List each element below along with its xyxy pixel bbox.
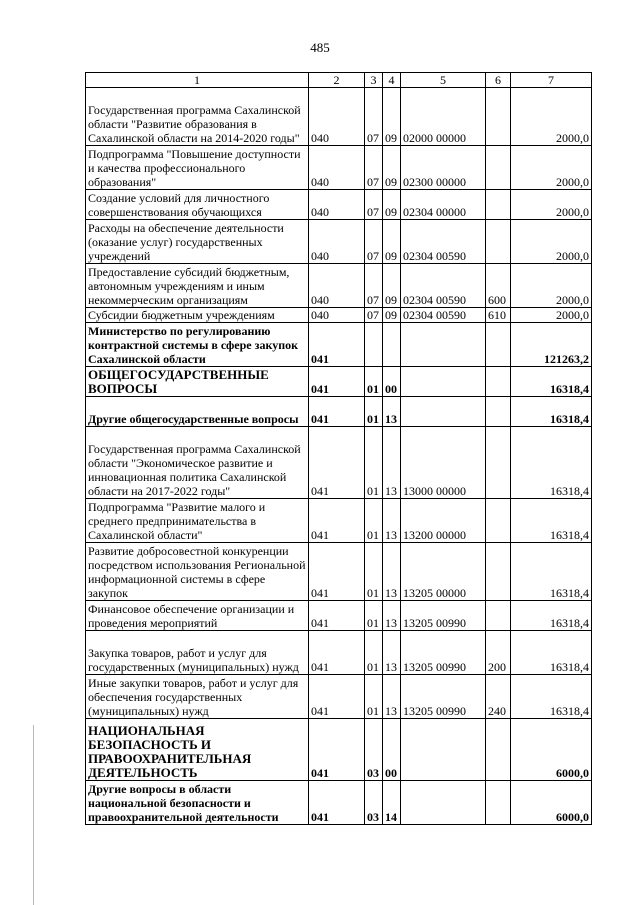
budget-table [85, 72, 592, 825]
row-target-code [401, 323, 486, 367]
row-name: Субсидии бюджетным учреждениям [86, 308, 309, 323]
row-target-code: 02304 00590 [401, 264, 486, 308]
row-expense-type [486, 220, 511, 264]
row-section-code: 01 [365, 427, 383, 499]
table-row [86, 146, 592, 190]
row-subsection-code: 00 [383, 367, 401, 397]
row-subsection-code [383, 323, 401, 367]
row-expense-type [486, 719, 511, 781]
row-section-code: 07 [365, 220, 383, 264]
row-section-code: 03 [365, 719, 383, 781]
row-ministry-code: 041 [309, 397, 365, 427]
row-section-code: 01 [365, 601, 383, 631]
row-amount: 2000,0 [511, 88, 592, 146]
table-row [86, 367, 592, 397]
header-cell: 3 [365, 73, 383, 88]
row-name: Расходы на обеспечение деятельности (оказание услуг) государственных учреждений [86, 220, 309, 264]
table-row [86, 220, 592, 264]
row-amount: 16318,4 [511, 397, 592, 427]
row-amount: 121263,2 [511, 323, 592, 367]
table-row [86, 543, 592, 601]
row-subsection-code: 14 [383, 781, 401, 825]
row-subsection-code: 09 [383, 190, 401, 220]
row-subsection-code: 09 [383, 308, 401, 323]
row-target-code: 13000 00000 [401, 427, 486, 499]
row-name: Иные закупки товаров, работ и услуг для обеспечения государственных (муниципальных) нужд [86, 675, 309, 719]
row-target-code [401, 719, 486, 781]
row-expense-type [486, 601, 511, 631]
row-ministry-code: 041 [309, 601, 365, 631]
row-subsection-code: 00 [383, 719, 401, 781]
row-subsection-code: 13 [383, 601, 401, 631]
row-ministry-code: 040 [309, 190, 365, 220]
row-expense-type: 240 [486, 675, 511, 719]
row-amount: 6000,0 [511, 781, 592, 825]
row-target-code: 13205 00990 [401, 675, 486, 719]
header-cell: 1 [86, 73, 309, 88]
row-section-code: 07 [365, 264, 383, 308]
header-cell: 2 [309, 73, 365, 88]
row-expense-type [486, 397, 511, 427]
table-row [86, 397, 592, 427]
row-amount: 16318,4 [511, 601, 592, 631]
row-ministry-code: 041 [309, 499, 365, 543]
table-row [86, 719, 592, 781]
table-row [86, 781, 592, 825]
table-row [86, 427, 592, 499]
row-amount: 2000,0 [511, 220, 592, 264]
row-target-code: 13205 00000 [401, 543, 486, 601]
row-expense-type [486, 499, 511, 543]
row-amount: 16318,4 [511, 675, 592, 719]
header-cell: 4 [383, 73, 401, 88]
table-row [86, 675, 592, 719]
row-subsection-code: 13 [383, 427, 401, 499]
row-target-code: 02300 00000 [401, 146, 486, 190]
row-expense-type [486, 146, 511, 190]
row-expense-type [486, 367, 511, 397]
header-cell: 6 [486, 73, 511, 88]
row-ministry-code: 040 [309, 88, 365, 146]
header-cell: 5 [401, 73, 486, 88]
row-section-code: 01 [365, 499, 383, 543]
row-subsection-code: 13 [383, 499, 401, 543]
row-ministry-code: 041 [309, 719, 365, 781]
row-target-code [401, 397, 486, 427]
header-cell: 7 [511, 73, 592, 88]
row-target-code [401, 367, 486, 397]
table-row [86, 499, 592, 543]
row-subsection-code: 09 [383, 220, 401, 264]
row-section-code: 07 [365, 146, 383, 190]
table-row [86, 323, 592, 367]
row-expense-type [486, 427, 511, 499]
row-expense-type: 610 [486, 308, 511, 323]
row-amount: 16318,4 [511, 543, 592, 601]
row-amount: 2000,0 [511, 190, 592, 220]
row-ministry-code: 041 [309, 631, 365, 675]
row-section-code: 07 [365, 190, 383, 220]
row-section-code: 01 [365, 675, 383, 719]
row-ministry-code: 040 [309, 220, 365, 264]
row-name: Другие общегосударственные вопросы [86, 397, 309, 427]
row-name: Предоставление субсидий бюджетным, автономным учреждениям и иным некоммерческим организациям [86, 264, 309, 308]
row-target-code: 02000 00000 [401, 88, 486, 146]
row-name: НАЦИОНАЛЬНАЯ БЕЗОПАСНОСТЬ И ПРАВООХРАНИТЕЛЬНАЯ ДЕЯТЕЛЬНОСТЬ [86, 719, 309, 781]
row-ministry-code: 041 [309, 427, 365, 499]
row-ministry-code: 040 [309, 308, 365, 323]
row-name: Министерство по регулированию контрактной системы в сфере закупок Сахалинской области [86, 323, 309, 367]
row-expense-type [486, 323, 511, 367]
table-row [86, 88, 592, 146]
row-target-code: 02304 00000 [401, 190, 486, 220]
row-subsection-code: 13 [383, 631, 401, 675]
row-section-code: 01 [365, 631, 383, 675]
row-ministry-code: 041 [309, 675, 365, 719]
row-expense-type: 200 [486, 631, 511, 675]
table-row [86, 601, 592, 631]
scan-edge-line [33, 725, 34, 905]
row-section-code: 01 [365, 543, 383, 601]
row-ministry-code: 041 [309, 543, 365, 601]
row-section-code: 01 [365, 367, 383, 397]
row-expense-type [486, 88, 511, 146]
row-name: Закупка товаров, работ и услуг для государственных (муниципальных) нужд [86, 631, 309, 675]
row-subsection-code: 13 [383, 397, 401, 427]
row-name: Финансовое обеспечение организации и проведения мероприятий [86, 601, 309, 631]
row-amount: 16318,4 [511, 427, 592, 499]
row-target-code: 13205 00990 [401, 601, 486, 631]
table-row [86, 190, 592, 220]
row-expense-type [486, 543, 511, 601]
row-expense-type [486, 190, 511, 220]
row-target-code: 13205 00990 [401, 631, 486, 675]
row-section-code: 03 [365, 781, 383, 825]
row-section-code: 01 [365, 397, 383, 427]
row-expense-type [486, 781, 511, 825]
row-name: Подпрограмма "Развитие малого и среднего предпринимательства в Сахалинской области" [86, 499, 309, 543]
row-amount: 16318,4 [511, 367, 592, 397]
table-row [86, 631, 592, 675]
row-name: Другие вопросы в области национальной безопасности и правоохранительной деятельности [86, 781, 309, 825]
row-target-code: 13200 00000 [401, 499, 486, 543]
row-section-code: 07 [365, 308, 383, 323]
row-name: Создание условий для личностного совершенствования обучающихся [86, 190, 309, 220]
row-target-code [401, 781, 486, 825]
row-ministry-code: 041 [309, 323, 365, 367]
table-row [86, 264, 592, 308]
row-section-code [365, 323, 383, 367]
row-amount: 2000,0 [511, 264, 592, 308]
row-amount: 2000,0 [511, 308, 592, 323]
row-name: Государственная программа Сахалинской области "Развитие образования в Сахалинской области на 2014-2020 годы" [86, 88, 309, 146]
row-ministry-code: 040 [309, 264, 365, 308]
row-amount: 2000,0 [511, 146, 592, 190]
row-expense-type: 600 [486, 264, 511, 308]
row-ministry-code: 041 [309, 367, 365, 397]
page-number: 485 [310, 40, 330, 55]
row-amount: 16318,4 [511, 499, 592, 543]
row-target-code: 02304 00590 [401, 220, 486, 264]
header-row [86, 73, 592, 88]
row-subsection-code: 13 [383, 543, 401, 601]
row-subsection-code: 09 [383, 264, 401, 308]
row-amount: 16318,4 [511, 631, 592, 675]
row-name: Государственная программа Сахалинской области "Экономическое развитие и инновационная политика Сахалинской области на 2017-2022 годы" [86, 427, 309, 499]
row-subsection-code: 13 [383, 675, 401, 719]
row-name: Развитие добросовестной конкуренции посредством использования Региональной информационной системы в сфере закупок [86, 543, 309, 601]
row-amount: 6000,0 [511, 719, 592, 781]
row-section-code: 07 [365, 88, 383, 146]
row-ministry-code: 041 [309, 781, 365, 825]
row-subsection-code: 09 [383, 146, 401, 190]
row-ministry-code: 040 [309, 146, 365, 190]
row-name: Подпрограмма "Повышение доступности и качества профессионального образования" [86, 146, 309, 190]
table-row [86, 308, 592, 323]
row-target-code: 02304 00590 [401, 308, 486, 323]
row-subsection-code: 09 [383, 88, 401, 146]
row-name: ОБЩЕГОСУДАРСТВЕННЫЕ ВОПРОСЫ [86, 367, 309, 397]
